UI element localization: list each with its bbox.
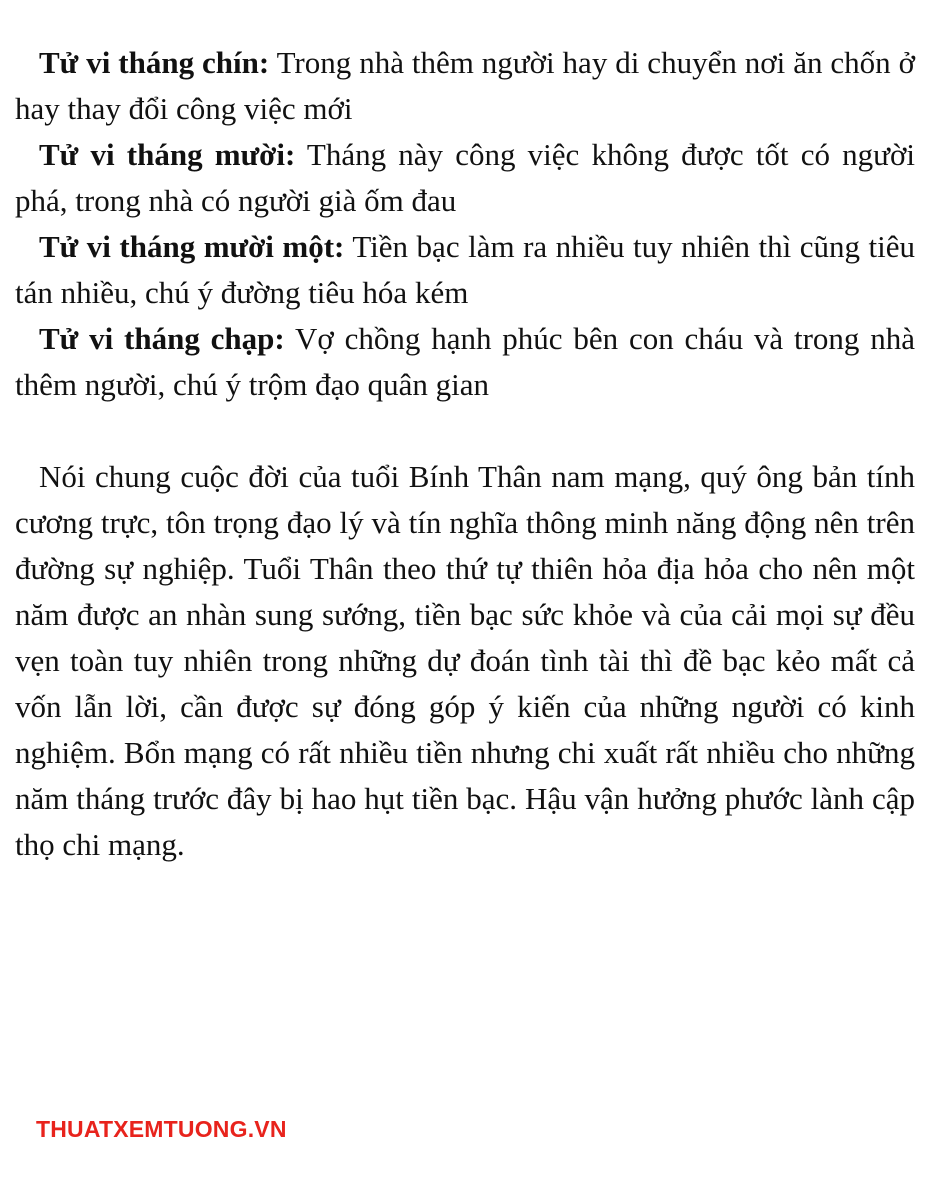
month-text: Vợ chồng hạnh phúc bên con cháu và trong nhà thêm người, chú ý trộm đạo quân gian	[15, 321, 915, 402]
month-heading: Tử vi tháng chạp:	[39, 321, 285, 356]
month-heading: Tử vi tháng mười một:	[39, 229, 345, 264]
month-text: Tiền bạc làm ra nhiều tuy nhiên thì cũng tiêu tán nhiều, chú ý đường tiêu hóa kém	[15, 229, 915, 310]
month-paragraph-10	[15, 132, 915, 224]
month-text: Tháng này công việc không được tốt có người phá, trong nhà có người già ốm đau	[15, 137, 915, 218]
paragraph-gap	[15, 408, 915, 454]
month-paragraph-9	[15, 40, 915, 132]
summary-paragraph: Nói chung cuộc đời của tuổi Bính Thân nam mạng, quý ông bản tính cương trực, tôn trọng đạo lý và tín nghĩa thông minh năng động nên trên đường sự nghiệp. Tuổi Thân theo thứ tự thiên hỏa địa hỏa cho nên một năm được an nhàn sung sướng, tiền bạc sức khỏe và của cải mọi sự đều vẹn toàn tuy nhiên trong những dự đoán tình tài thì đề bạc kẻo mất cả vốn lẫn lời, cần được sự đóng góp ý kiến của những người có kinh nghiệm. Bổn mạng có rất nhiều tiền nhưng chi xuất rất nhiều cho những năm tháng trước đây bị hao hụt tiền bạc. Hậu vận hưởng phước lành cập thọ chi mạng.	[15, 459, 915, 862]
month-heading: Tử vi tháng mười:	[39, 137, 296, 172]
document-body	[15, 40, 915, 868]
site-watermark: THUATXEMTUONG.VN	[36, 1116, 287, 1142]
month-heading: Tử vi tháng chín:	[39, 45, 270, 80]
month-paragraph-11	[15, 224, 915, 316]
month-paragraph-12	[15, 316, 915, 408]
month-text: Trong nhà thêm người hay di chuyển nơi ăn chốn ở hay thay đổi công việc mới	[15, 45, 915, 126]
